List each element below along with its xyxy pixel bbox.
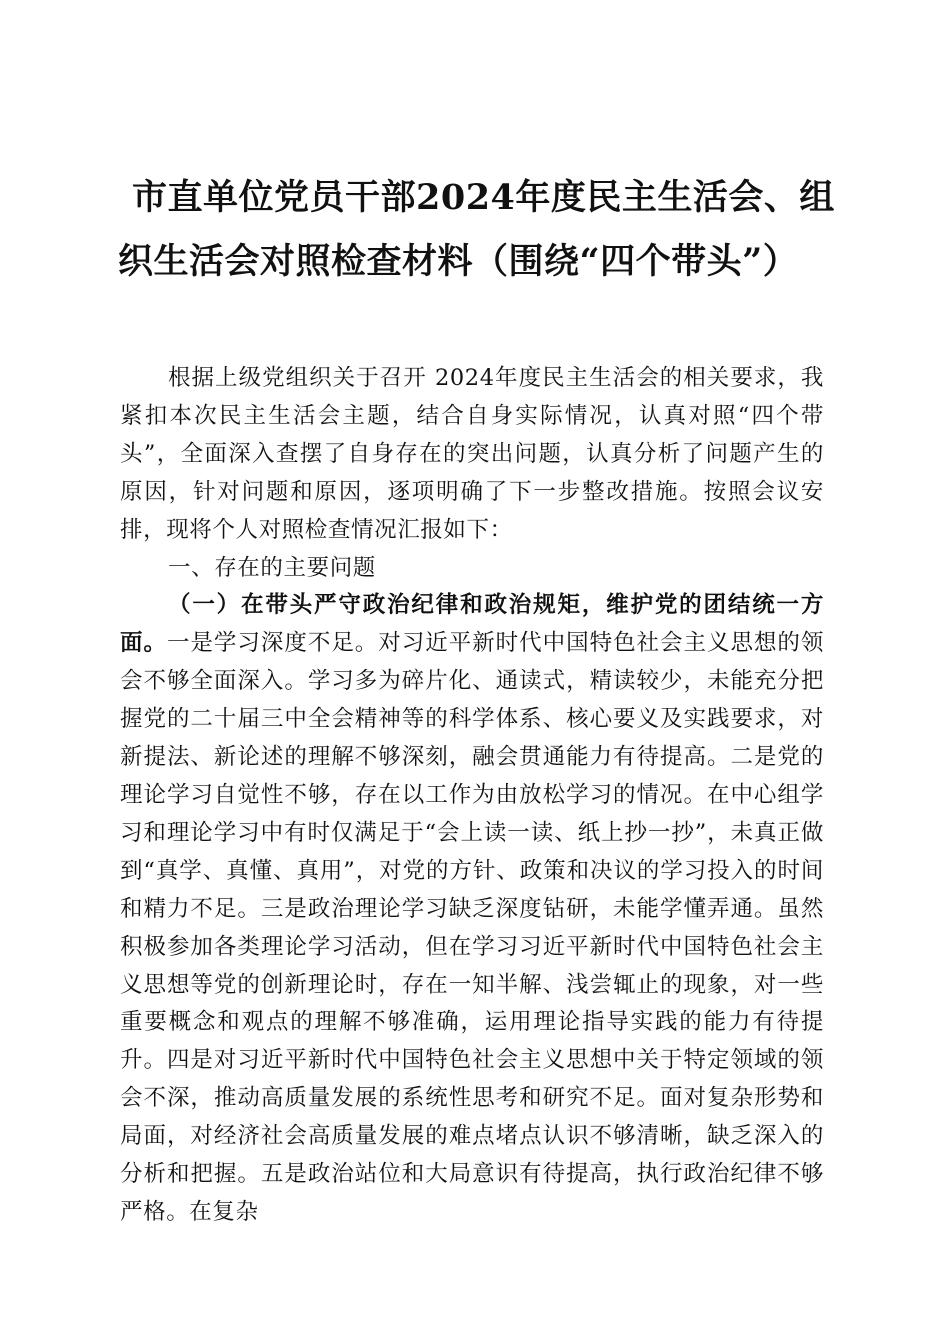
title-line-1: 市直单位党员干部2024年度民主生活会、组	[132, 177, 835, 218]
intro-paragraph: 根据上级党组织关于召开 2024年度民主生活会的相关要求，我紧扣本次民主生活会主题，结合自身实际情况，认真对照“四个带头”，全面深入查摆了自身存在的突出问题，认真分析了问题产生的原因，针对问题和原因，逐项明确了下一步整改措施。按照会议安排，现将个人对照检查情况汇报如下：	[120, 365, 824, 543]
document-body	[120, 360, 824, 1232]
subsection-body: 一是学习深度不足。对习近平新时代中国特色社会主义思想的领会不够全面深入。学习多为碎片化、通读式，精读较少，未能充分把握党的二十届三中全会精神等的科学体系、核心要义及实践要求，对新提法、新论述的理解不够深刻，融会贯通能力有待提高。二是党的理论学习自觉性不够，存在以工作为由放松学习的情况。在中心组学习和理论学习中有时仅满足于“会上读一读、纸上抄一抄”，未真正做到“真学、真懂、真用”，对党的方针、政策和决议的学习投入的时间和精力不足。三是政治理论学习缺乏深度钻研，未能学懂弄通。虽然积极参加各类理论学习活动，但在学习习近平新时代中国特色社会主义思想等党的创新理论时，存在一知半解、浅尝辄止的现象，对一些重要概念和观点的理解不够准确，运用理论指导实践的能力有待提升。四是对习近平新时代中国特色社会主义思想中关于特定领域的领会不深，推动高质量发展的系统性思考和研究不足。面对复杂形势和局面，对经济社会高质量发展的难点堵点认识不够清晰，缺乏深入的分析和把握。五是政治站位和大局意识有待提高，执行政治纪律不够严格。在复杂	[120, 630, 824, 1225]
section-heading: 一、存在的主要问题	[168, 554, 376, 581]
subsection-heading: （一）在带头严守政治纪律和政治规矩，维护党的团结统一方面。	[120, 592, 824, 657]
subsection-paragraph	[120, 587, 824, 1231]
document-title	[118, 166, 834, 294]
title-line-2: 织生活会对照检查材料（围绕“四个带头”）	[118, 241, 799, 282]
